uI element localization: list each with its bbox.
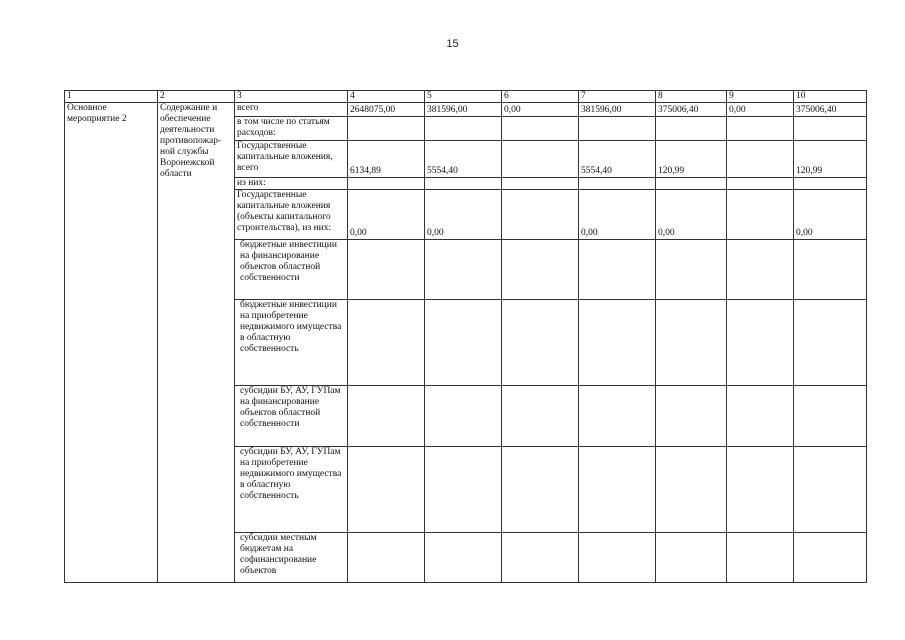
value-cell	[579, 533, 656, 583]
value-cell	[425, 447, 502, 533]
value-cell: 5554,40	[579, 141, 656, 178]
row-label: всего	[235, 103, 348, 117]
column-number-row	[65, 91, 867, 103]
value-cell	[502, 447, 579, 533]
value-cell	[502, 178, 579, 190]
value-cell	[656, 386, 727, 447]
value-cell	[727, 533, 794, 583]
column-number: 4	[348, 91, 425, 103]
value-cell	[794, 447, 867, 533]
row-label: Государственные капитальные вложения, всего	[235, 141, 348, 178]
value-cell: 2648075,00	[348, 103, 425, 117]
value-cell	[656, 300, 727, 386]
value-cell	[794, 533, 867, 583]
value-cell	[727, 386, 794, 447]
value-cell	[727, 300, 794, 386]
value-cell	[348, 240, 425, 300]
column-number: 1	[65, 91, 158, 103]
value-cell	[656, 533, 727, 583]
value-cell	[794, 117, 867, 141]
value-cell	[348, 447, 425, 533]
value-cell: 6134,89	[348, 141, 425, 178]
value-cell: 0,00	[727, 103, 794, 117]
value-cell	[579, 447, 656, 533]
value-cell	[502, 533, 579, 583]
column-number: 3	[235, 91, 348, 103]
value-cell	[502, 240, 579, 300]
event-description: Содержание и обеспечение деятельности противопожар-ной службы Воронежской области	[158, 103, 235, 583]
row-label: субсидии БУ, АУ, ГУПам на приобретение недвижимого имущества в областную собственность	[235, 447, 348, 533]
value-cell	[727, 240, 794, 300]
value-cell: 375006,40	[794, 103, 867, 117]
value-cell: 381596,00	[579, 103, 656, 117]
value-cell	[579, 178, 656, 190]
value-cell: 120,99	[794, 141, 867, 178]
value-cell	[727, 178, 794, 190]
column-number: 10	[794, 91, 867, 103]
page-number: 15	[446, 38, 459, 50]
value-cell	[727, 117, 794, 141]
row-label: бюджетные инвестиции на финансирование объектов областной собственности	[235, 240, 348, 300]
value-cell	[656, 447, 727, 533]
value-cell	[425, 386, 502, 447]
row-label: бюджетные инвестиции на приобретение недвижимого имущества в областную собственность	[235, 300, 348, 386]
value-cell: 0,00	[502, 103, 579, 117]
value-cell	[502, 386, 579, 447]
value-cell: 0,00	[656, 190, 727, 240]
value-cell	[348, 386, 425, 447]
column-number: 8	[656, 91, 727, 103]
value-cell: 0,00	[425, 190, 502, 240]
value-cell: 5554,40	[425, 141, 502, 178]
value-cell	[425, 178, 502, 190]
value-cell	[656, 117, 727, 141]
row-label: субсидии местным бюджетам на софинансирование объектов	[235, 533, 348, 583]
value-cell	[348, 300, 425, 386]
value-cell	[425, 300, 502, 386]
value-cell	[348, 117, 425, 141]
value-cell	[656, 240, 727, 300]
value-cell: 375006,40	[656, 103, 727, 117]
column-number: 7	[579, 91, 656, 103]
value-cell	[579, 300, 656, 386]
event-name: Основное мероприятие 2	[65, 103, 158, 583]
row-label: Государственные капитальные вложения (объекты капитального строительства), из них:	[235, 190, 348, 240]
value-cell	[656, 178, 727, 190]
row-label: субсидии БУ, АУ, ГУПам на финансирование объектов областной собственности	[235, 386, 348, 447]
value-cell	[579, 386, 656, 447]
value-cell	[502, 117, 579, 141]
column-number: 5	[425, 91, 502, 103]
row-label: из них:	[235, 178, 348, 190]
value-cell	[502, 300, 579, 386]
value-cell	[502, 190, 579, 240]
value-cell	[425, 533, 502, 583]
value-cell	[727, 141, 794, 178]
value-cell	[579, 117, 656, 141]
value-cell: 120,99	[656, 141, 727, 178]
budget-table	[64, 90, 867, 583]
value-cell	[727, 190, 794, 240]
value-cell	[794, 300, 867, 386]
value-cell	[502, 141, 579, 178]
value-cell	[425, 117, 502, 141]
value-cell	[794, 386, 867, 447]
table-row	[65, 103, 867, 117]
value-cell: 0,00	[348, 190, 425, 240]
value-cell	[425, 240, 502, 300]
value-cell	[348, 533, 425, 583]
row-label: в том числе по статьям расходов:	[235, 117, 348, 141]
value-cell: 381596,00	[425, 103, 502, 117]
value-cell	[794, 178, 867, 190]
value-cell	[794, 240, 867, 300]
column-number: 2	[158, 91, 235, 103]
value-cell	[727, 447, 794, 533]
value-cell	[348, 178, 425, 190]
column-number: 6	[502, 91, 579, 103]
value-cell	[579, 240, 656, 300]
column-number: 9	[727, 91, 794, 103]
value-cell: 0,00	[794, 190, 867, 240]
value-cell: 0,00	[579, 190, 656, 240]
